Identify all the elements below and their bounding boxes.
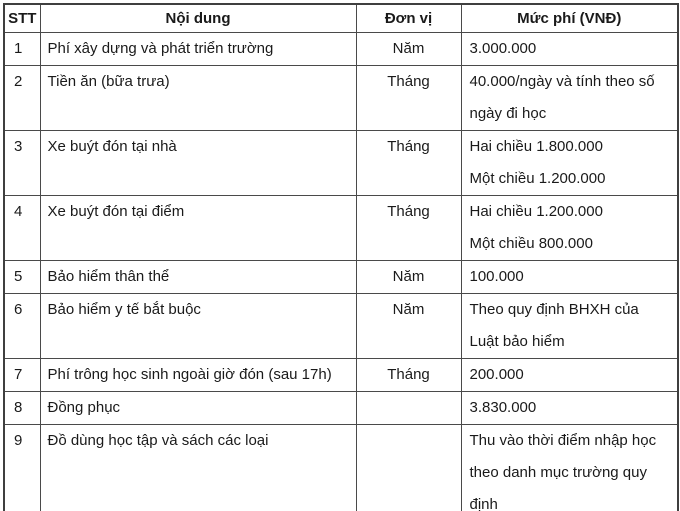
fee-line: 100.000 xyxy=(469,268,524,285)
fee-line: Luật bảo hiểm xyxy=(469,333,565,350)
content-cell: Xe buýt đón tại nhà xyxy=(40,131,356,196)
fee-cell xyxy=(461,359,678,392)
content-cell: Tiền ăn (bữa trưa) xyxy=(40,66,356,131)
fee-cell xyxy=(461,33,678,66)
content-cell: Xe buýt đón tại điểm xyxy=(40,196,356,261)
stt-cell: 9 xyxy=(4,425,40,511)
unit-cell: Tháng xyxy=(356,359,461,392)
unit-cell: Năm xyxy=(356,261,461,294)
fee-cell xyxy=(461,425,678,511)
fee-line: định xyxy=(469,496,498,511)
unit-cell: Năm xyxy=(356,294,461,359)
table-row xyxy=(4,392,678,425)
fee-line: theo danh mục trường quy xyxy=(469,464,647,481)
header-stt: STT xyxy=(4,4,40,33)
table-row xyxy=(4,131,678,196)
fee-line: 3.830.000 xyxy=(469,399,537,416)
fee-cell xyxy=(461,131,678,196)
fee-line: 200.000 xyxy=(469,366,524,383)
table-row xyxy=(4,33,678,66)
stt-cell: 3 xyxy=(4,131,40,196)
fee-line: Theo quy định BHXH của xyxy=(469,301,639,318)
fee-line: 40.000/ngày và tính theo số xyxy=(469,73,655,90)
fee-line: Một chiều 800.000 xyxy=(469,235,593,252)
content-cell: Đồng phục xyxy=(40,392,356,425)
header-fee: Mức phí (VNĐ) xyxy=(461,4,678,33)
header-content: Nội dung xyxy=(40,4,356,33)
content-cell: Đồ dùng học tập và sách các loại xyxy=(40,425,356,511)
fee-table xyxy=(3,3,679,511)
table-row xyxy=(4,294,678,359)
fee-cell xyxy=(461,196,678,261)
table-row xyxy=(4,66,678,131)
fee-cell xyxy=(461,294,678,359)
stt-cell: 7 xyxy=(4,359,40,392)
fee-line: Hai chiều 1.200.000 xyxy=(469,203,603,220)
table-row xyxy=(4,196,678,261)
header-unit: Đơn vị xyxy=(356,4,461,33)
content-cell: Phí trông học sinh ngoài giờ đón (sau 17h) xyxy=(40,359,356,392)
content-cell: Bảo hiểm y tế bắt buộc xyxy=(40,294,356,359)
unit-cell: Tháng xyxy=(356,131,461,196)
stt-cell: 4 xyxy=(4,196,40,261)
stt-cell: 2 xyxy=(4,66,40,131)
table-row xyxy=(4,425,678,511)
fee-line: 3.000.000 xyxy=(469,40,537,57)
stt-cell: 5 xyxy=(4,261,40,294)
content-cell: Phí xây dựng và phát triển trường xyxy=(40,33,356,66)
unit-cell xyxy=(356,425,461,511)
table-row xyxy=(4,261,678,294)
stt-cell: 1 xyxy=(4,33,40,66)
fee-line: Hai chiều 1.800.000 xyxy=(469,138,603,155)
stt-cell: 6 xyxy=(4,294,40,359)
fee-line: ngày đi học xyxy=(469,105,547,122)
stt-cell: 8 xyxy=(4,392,40,425)
fee-cell xyxy=(461,66,678,131)
fee-line: Thu vào thời điểm nhập học xyxy=(469,432,657,449)
content-cell: Bảo hiểm thân thể xyxy=(40,261,356,294)
fee-cell xyxy=(461,392,678,425)
unit-cell: Tháng xyxy=(356,196,461,261)
header-row xyxy=(4,4,678,33)
table-row xyxy=(4,359,678,392)
fee-cell xyxy=(461,261,678,294)
unit-cell: Tháng xyxy=(356,66,461,131)
unit-cell: Năm xyxy=(356,33,461,66)
fee-line: Một chiều 1.200.000 xyxy=(469,170,606,187)
unit-cell xyxy=(356,392,461,425)
